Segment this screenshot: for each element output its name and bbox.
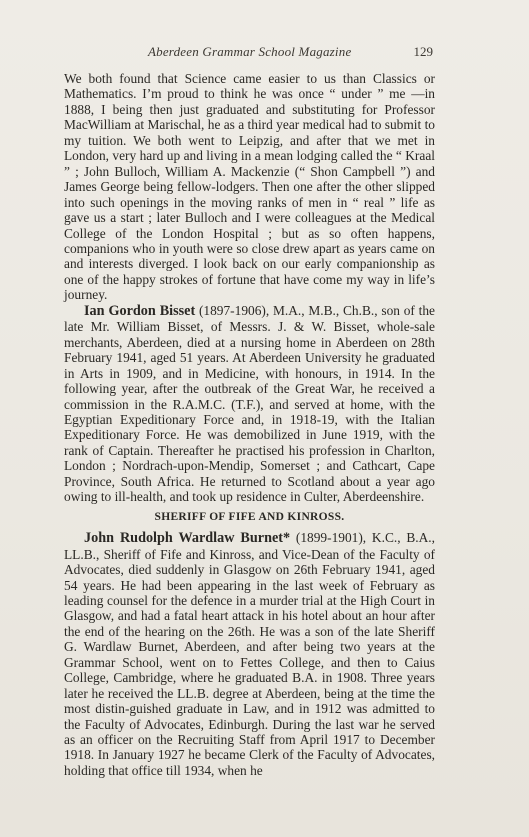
obituary-bisset	[64, 303, 435, 505]
section-heading: SHERIFF OF FIFE AND KINROSS.	[154, 510, 345, 523]
obituary-text: (1899-1901), K.C., B.A., LL.B., Sheriff of Fife and Kinross, and Vice-Dean of the Faculty of Advocates, died suddenly in Glasgow on 26th February 1941, aged 54 years. He had been appearing in the last week of February as leading counsel for the defence in a murder trial at the High Court in Glasgow, and had a fatal heart attack in his hotel about an hour after the end of the hearing on the 26th. He was a son of the late Sheriff G. Wardlaw Burnet, Aberdeen, and after being two years at the Grammar School, went on to Fettes College, and then to Caius College, Cambridge, where he graduated B.A. in 1908. Three years later he received the LL.B. degree at Aberdeen, being at the time the most distin-guished graduate in Law, and in 1912 was admitted to the Faculty of Advocates, Edinburgh. During the last war he served as an officer on the Recruiting Staff from April 1917 to December 1918. In January 1927 he became Clerk of the Faculty of Advocates, holding that office till 1934, when he	[64, 530, 435, 778]
obituary-name: Ian Gordon Bisset	[84, 302, 196, 319]
obituary-burnet	[64, 530, 435, 778]
article-body	[64, 71, 435, 778]
obituary-text: (1897-1906), M.A., M.B., Ch.B., son of the late Mr. William Bisset, of Messrs. J. & W. Bisset, whole-sale merchants, Aberdeen, died at a nursing home in Aberdeen on 28th February 1941, aged 51 years. At Aberdeen University he graduated in Arts in 1909, and in Medicine, with honours, in 1914. In the following year, after the outbreak of the Great War, he received a commission in the R.A.M.C. (T.F.), and served at home, with the Egyptian Expeditionary Force and, in 1918-19, with the Italian Expeditionary Force. He was demobilized in June 1919, with the rank of Captain. Thereafter he practised his profession in Charlton, London ; Nordrach-upon-Mendip, Somerset ; and Cathcart, Cape Province, South Africa. He returned to Scotland about a year ago owing to ill-health, and took up residence in Culter, Aberdeenshire.	[64, 302, 435, 505]
paragraph-reminiscence: We both found that Science came easier to us than Classics or Mathematics. I’m proud to think he was once “ under ” me —in 1888, I being then just graduated and substituting for Professor MacWilliam at Marischal, he as a third year medical had to submit to my tuition. We both went to Leipzig, and after that we met in London, very hard up and living in a mean lodging called the “ Kraal ” ; John Bulloch, William A. Mackenzie (“ Shon Campbell ”) and James George being fellow-lodgers. Then one after the other slipped into such openings in the moving ranks of men in “ real ” life as gave us a start ; later Bulloch and I were colleagues at the Medical College of the London Hospital ; but as so often happens, companions who in youth were so close drew apart as years came on and interests diverged. I look back on our early companionship as one of the happy strokes of fortune that have come my way in life’s journey.	[64, 71, 435, 303]
page-number: 129	[413, 44, 433, 59]
page-header	[0, 44, 529, 62]
running-title: Aberdeen Grammar School Magazine	[148, 44, 352, 59]
obituary-name: John Rudolph Wardlaw Burnet*	[84, 530, 291, 547]
